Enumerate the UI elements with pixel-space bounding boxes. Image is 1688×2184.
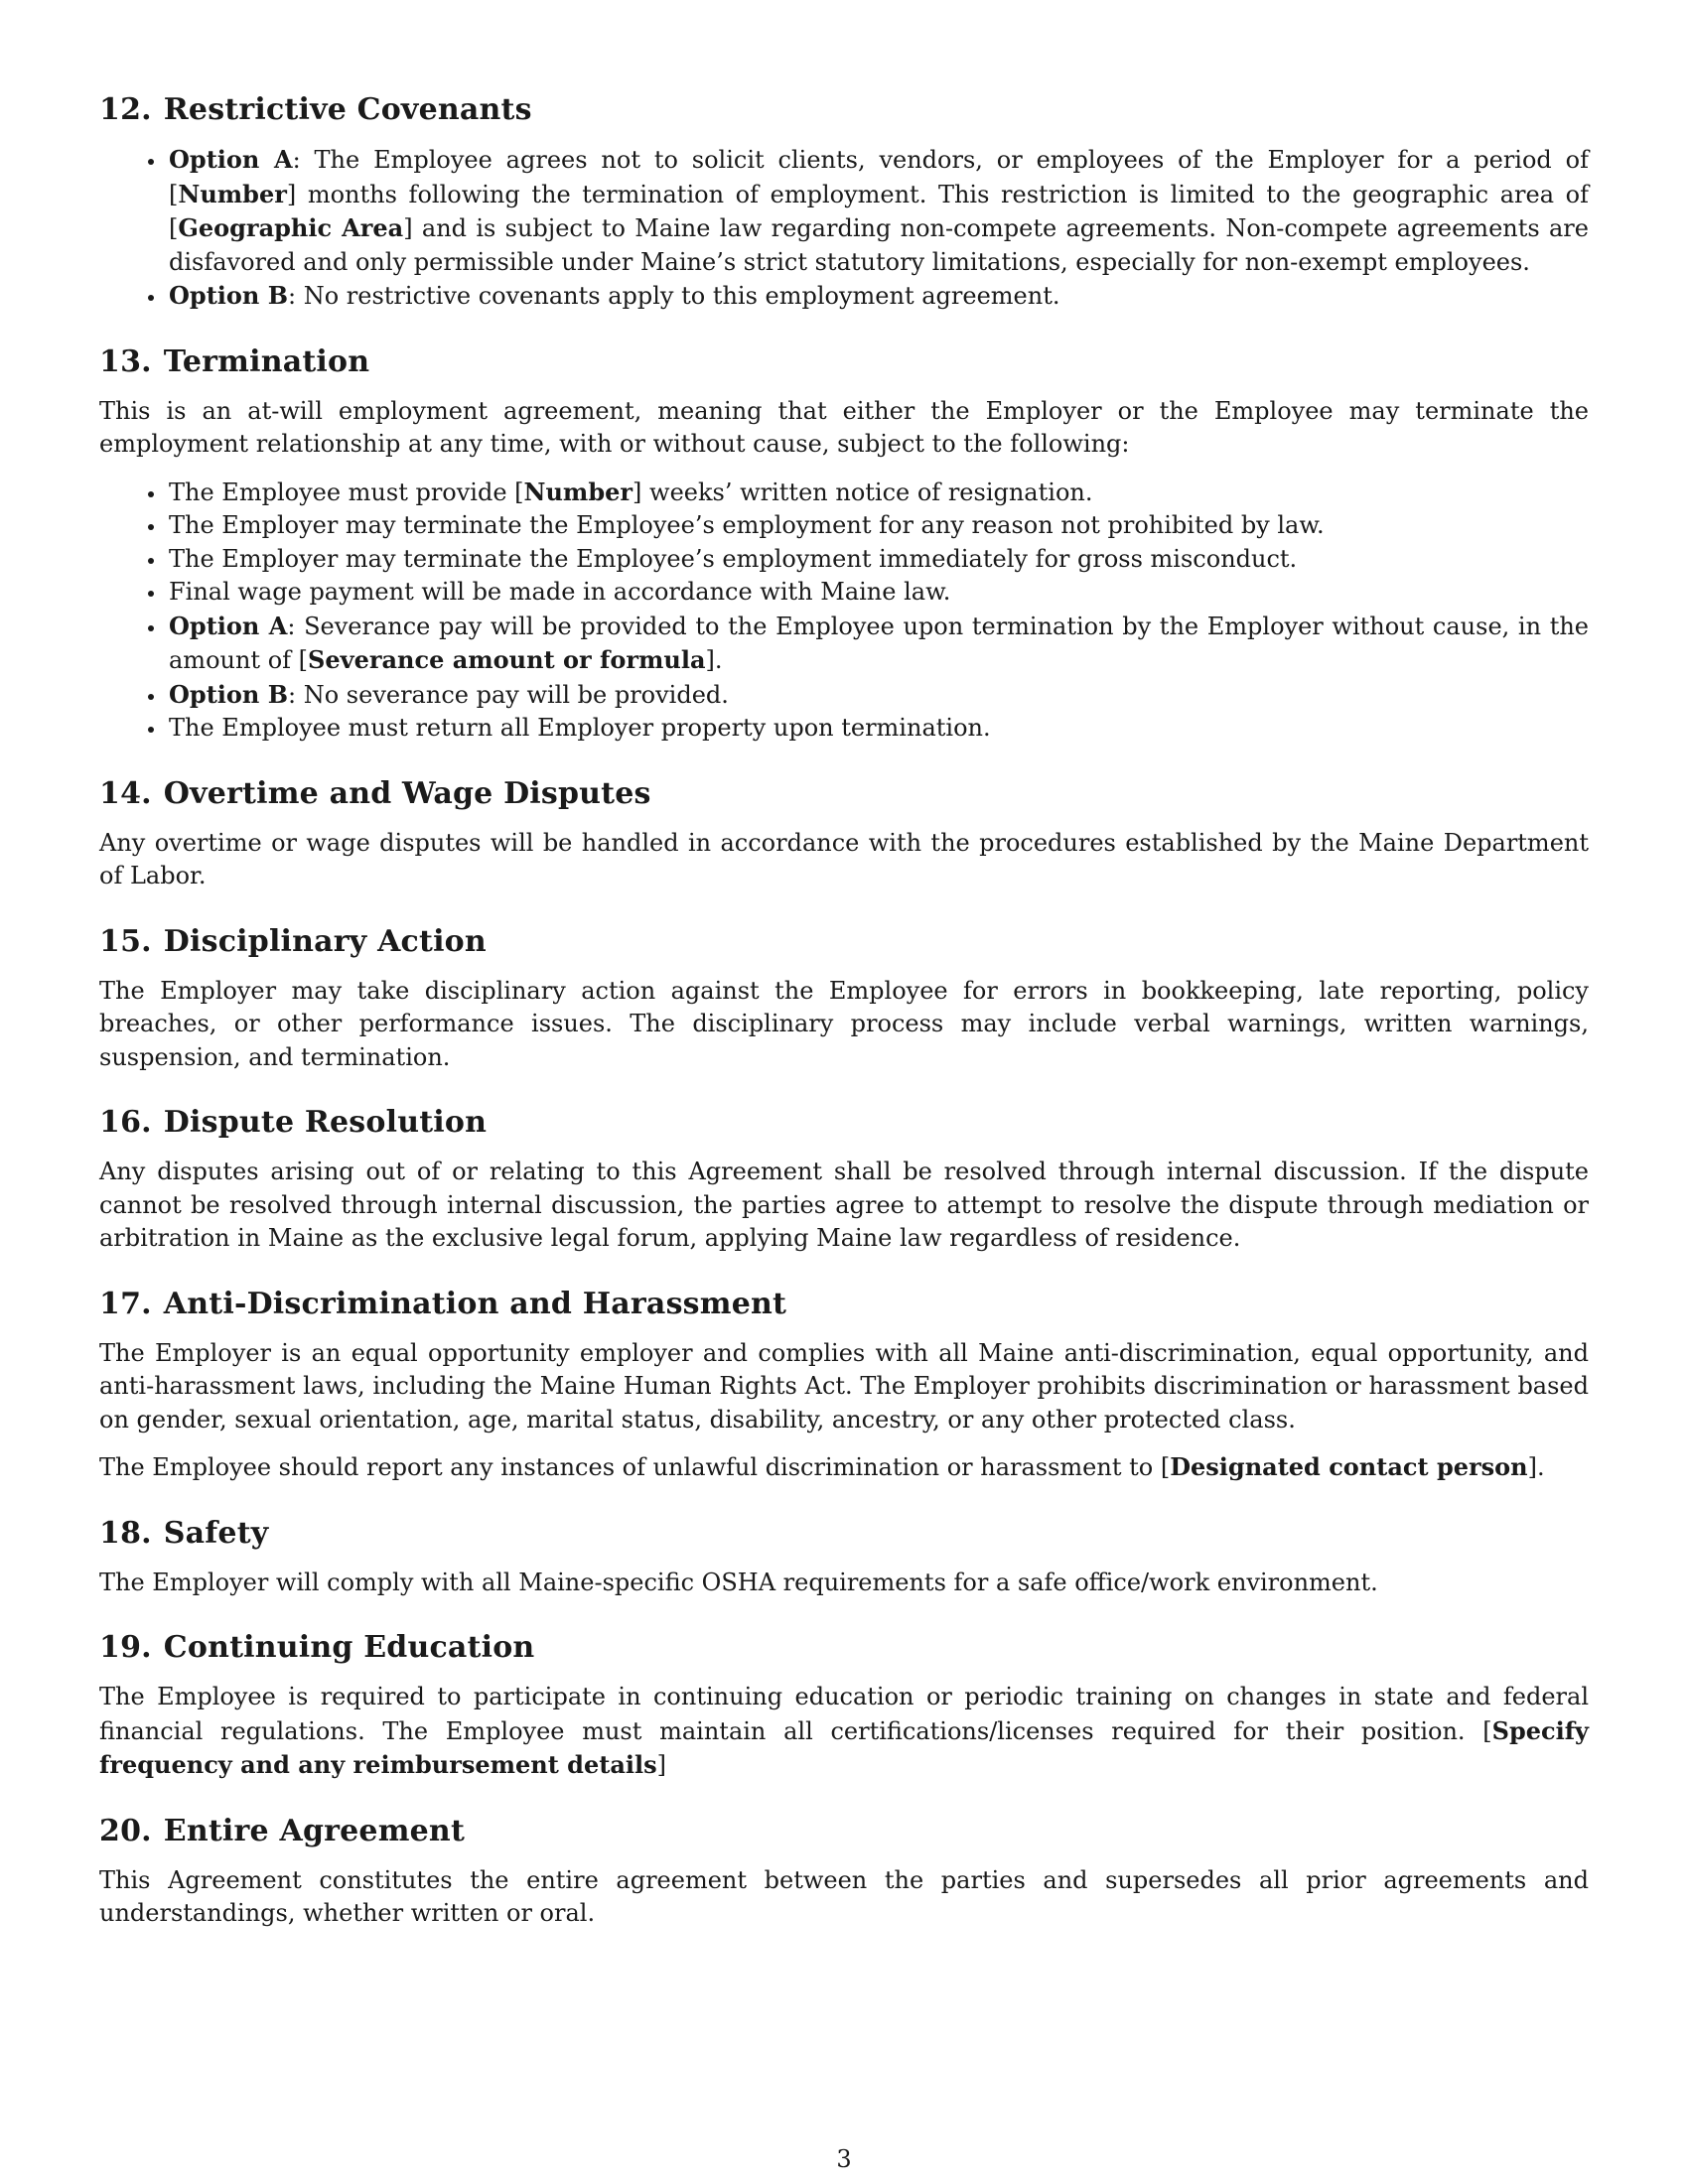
document-page [99,91,1589,1961]
page-number: 3 [836,2145,852,2173]
section-body: This Agreement constitutes the entire agreement between the parties and supersedes all prior agreements and understandings, whether written or oral. [99,1865,1589,1927]
section-body: This is an at-will employment agreement, meaning that either the Employer or the Employee may terminate the employment relationship at any time, with or without cause, subject to the following: [99,396,1589,458]
section-heading: 20. Entire Agreement [99,1813,465,1848]
section-body: The Employer may take disciplinary action against the Employee for errors in bookkeeping, late reporting, policy breaches, or other performance issues. The disciplinary process may include verbal warnings, written warnings, suspension, and termination. [99,976,1589,1071]
section-termination [99,343,1589,746]
section-body: Any disputes arising out of or relating to this Agreement shall be resolved through internal discussion. If the dispute cannot be resolved through internal discussion, the parties agree to attempt to resolve the dispute through mediation or arbitration in Maine as the exclusive legal forum, applying Maine law regardless of residence. [99,1158,1589,1252]
section-restrictive-covenants [99,91,1589,314]
section-heading: 15. Disciplinary Action [99,923,487,959]
covenant-options-list [99,143,1589,314]
section-entire-agreement [99,1813,1589,1931]
section-safety [99,1515,1589,1600]
section-heading: 13. Termination [99,343,370,379]
termination-terms-list [99,476,1589,746]
section-heading: 16. Dispute Resolution [99,1105,488,1140]
section-disciplinary-action [99,923,1589,1075]
section-heading: 17. Anti-Discrimination and Harassment [99,1286,787,1321]
list-item: • The Employer may terminate the Employee’s employment immediately for gross misconduct. [167,543,1589,577]
section-heading: 18. Safety [99,1515,269,1551]
section-heading: 19. Continuing Education [99,1630,535,1665]
section-body: The Employer is an equal opportunity employer and complies with all Maine anti-discrimination, equal opportunity, and anti-harassment laws, including the Maine Human Rights Act. The Employer prohibits discrimination or harassment based on gender, sexual orientation, age, marital status, disability, ancestry, or any other protected class. [99,1338,1589,1433]
list-item: • The Employee must return all Employer property upon termination. [167,712,1589,746]
section-heading: 14. Overtime and Wage Disputes [99,775,651,811]
list-item: • Option B: No restrictive covenants apply to this employment agreement. [167,279,1589,314]
section-body: Any overtime or wage disputes will be handled in accordance with the procedures established by the Maine Department of Labor. [99,828,1589,889]
section-continuing-education [99,1629,1589,1783]
section-dispute-resolution [99,1104,1589,1256]
list-item: • The Employee must provide [Number] weeks’ written notice of resignation. [167,476,1589,510]
list-item: • The Employer may terminate the Employee’s employment for any reason not prohibited by law. [167,509,1589,543]
section-heading: 12. Restrictive Covenants [99,92,532,127]
section-anti-discrimination [99,1286,1589,1485]
list-item: • Option A: Severance pay will be provided to the Employee upon termination by the Employer without cause, in the amount of [Severance amount or formula]. [167,610,1589,678]
section-body: The Employer will comply with all Maine-specific OSHA requirements for a safe office/work environment. [99,1568,1378,1596]
section-body: The Employee is required to participate in continuing education or periodic training on changes in state and federal financial regulations. The Employee must maintain all certifications/licenses required for their position. [Specify frequency and any reimbursement details] [99,1683,1589,1779]
section-overtime-wage-disputes [99,775,1589,893]
list-item: • Option A: The Employee agrees not to solicit clients, vendors, or employees of the Employer for a period of [Number] months following the termination of employment. This restriction is limited to the geographic area of [Geographic Area] and is subject to Maine law regarding non-compete agreements. Non-compete agreements are disfavored and only permissible under Maine’s strict statutory limitations, especially for non-exempt employees. [167,143,1589,279]
list-item: • Final wage payment will be made in accordance with Maine law. [167,576,1589,610]
section-body: The Employee should report any instances of unlawful discrimination or harassment to [Designated contact person]. [99,1452,1545,1481]
list-item: • Option B: No severance pay will be provided. [167,678,1589,713]
